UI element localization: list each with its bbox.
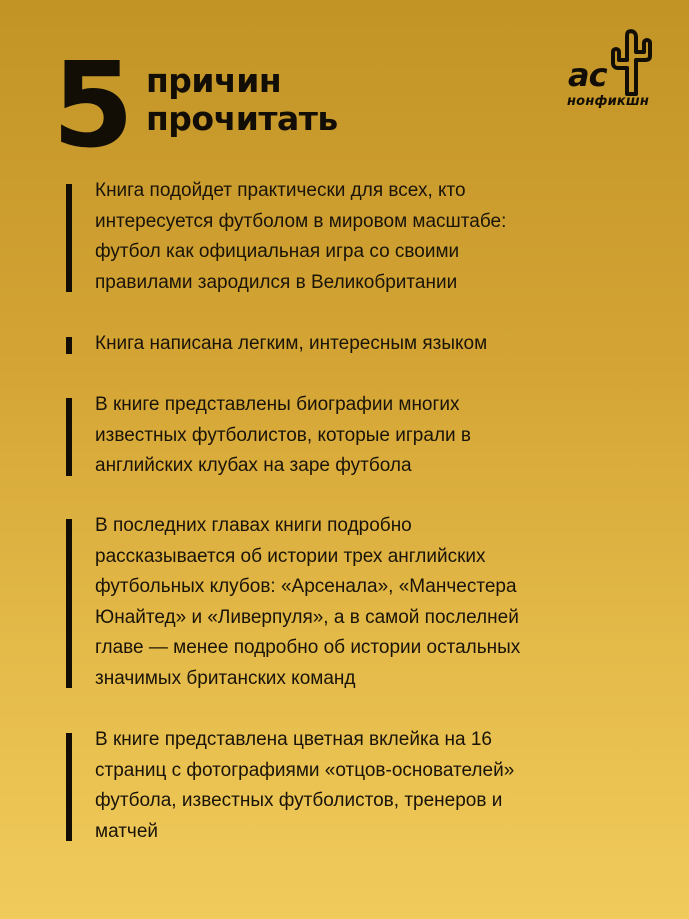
page-title-line-1: причин <box>146 61 282 100</box>
reason-bar <box>66 337 72 354</box>
reason-text: Книга написана легким, интересным языком <box>95 333 488 354</box>
reason-item-4 <box>66 511 520 694</box>
reason-text: В книге представлена цветная вклейка на 16 страниц с фотографиями «отцов-основателей» футбола, известных футболистов, тренеров и матчей <box>95 729 515 842</box>
reason-bar <box>66 184 72 292</box>
reason-item-3 <box>66 390 471 482</box>
reason-item-1 <box>66 176 506 298</box>
reason-bar <box>66 519 72 688</box>
reason-item-5 <box>66 725 514 847</box>
reasons-count-number: 5 <box>52 36 135 174</box>
reason-text: В последних главах книги подробно рассказывается об истории трех английских футбольных клубов: «Арсенала», «Манчестера Юнайтед» и «Ливерпуля», а в самой послелней главе — менее подробно об истории остальных значимых британских команд <box>95 515 521 689</box>
publisher-logo <box>560 28 670 118</box>
reason-bar <box>66 733 72 841</box>
page-title-line-2: прочитать <box>146 99 338 138</box>
reason-text: В книге представлены биографии многих известных футболистов, которые играли в английских клубах на заре футбола <box>95 394 472 476</box>
reason-item-2 <box>66 329 487 360</box>
publisher-imprint: нонфикшн <box>567 94 650 109</box>
page-title <box>146 62 338 138</box>
publisher-brand: ас <box>568 56 607 94</box>
reason-text: Книга подойдет практически для всех, кто интересуется футболом в мировом масштабе: футбол как официальная игра со своими правилами зародился в Великобритании <box>95 180 507 293</box>
cactus-icon <box>600 28 662 98</box>
reason-bar <box>66 398 72 476</box>
